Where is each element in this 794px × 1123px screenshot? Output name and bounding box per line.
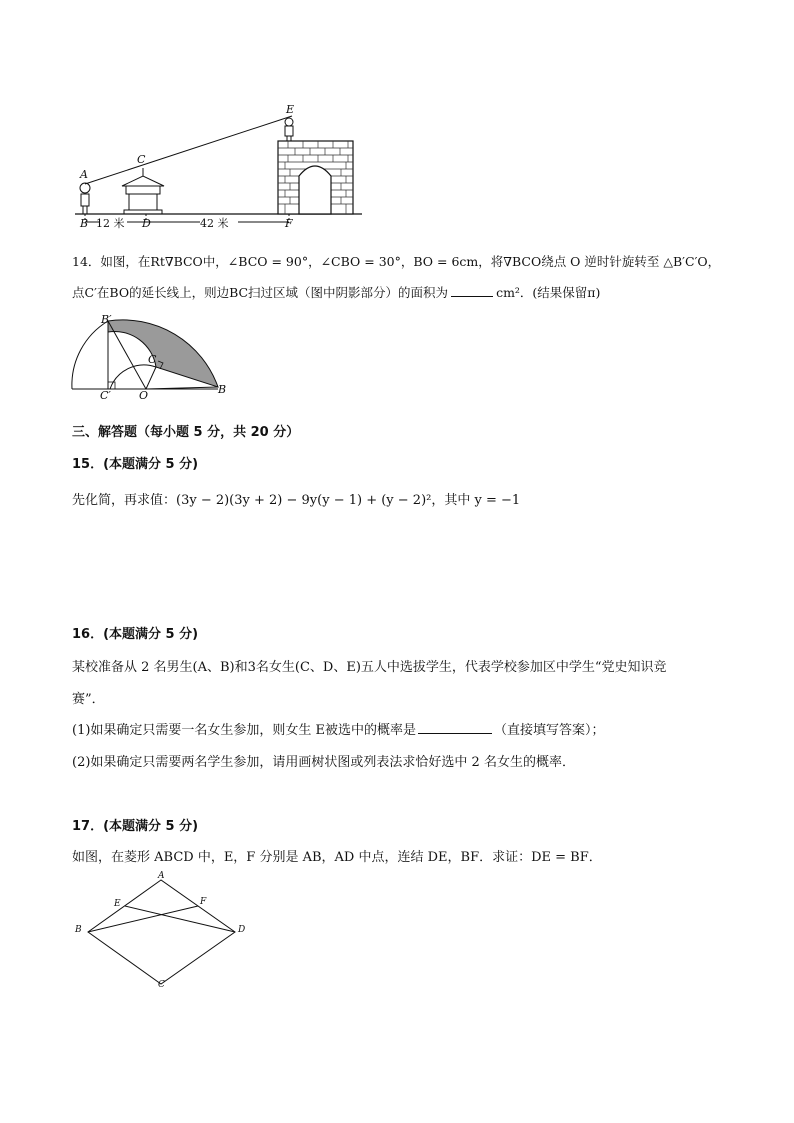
fig13-distance-12: 12 米 — [96, 217, 125, 230]
q16-part1 — [72, 719, 605, 738]
q16-part1-note: （直接填写答案）； — [494, 723, 605, 738]
fig13-label-d: D — [142, 217, 151, 230]
fig13-label-a: A — [80, 168, 88, 181]
fig13-label-f: F — [285, 217, 293, 230]
q14-answer-blank[interactable] — [451, 284, 493, 297]
fig14-label-o: O — [139, 389, 149, 402]
fig17-label-b: B — [75, 925, 82, 935]
q15-header: 15．(本题满分 5 分) — [72, 457, 199, 472]
q16-header: 16．(本题满分 5 分) — [72, 627, 199, 642]
fig14-label-b: B — [218, 383, 227, 396]
q16-line2: 赛”． — [72, 692, 105, 707]
q16-answer-blank[interactable] — [418, 721, 492, 734]
q14-line1: 14．如图，在Rt∇BCO中，∠BCO = 90°，∠CBO = 30°，BO = 6cm，将∇BCO绕点 O 逆时针旋转至 △B′C′O， — [72, 254, 721, 269]
q17-header: 17．(本题满分 5 分) — [72, 819, 199, 834]
rhombus-figure — [75, 870, 255, 995]
fig14-label-bprime: B′ — [101, 313, 112, 326]
fig17-label-c: C — [158, 980, 165, 990]
fig14-label-c: C — [148, 353, 157, 366]
fig13-label-e: E — [286, 103, 295, 116]
fig17-label-e: E — [114, 899, 121, 909]
q16-line1: 某校准备从 2 名男生(A、B)和3名女生(C、D、E)五人中选拔学生，代表学校参加区中学生“党史知识竞 — [72, 660, 667, 675]
fig13-distance-42: 42 米 — [200, 217, 229, 230]
fig13-label-c: C — [137, 153, 146, 166]
q14-line2-unit: cm²．(结果保留π) — [496, 285, 601, 300]
q16-part2: (2)如果确定只需要两名学生参加，请用画树状图或列表法求恰好选中 2 名女生的概率． — [72, 755, 575, 770]
fig17-label-a: A — [158, 871, 165, 881]
tower-shadow-figure — [70, 98, 370, 233]
q14-line2-text: 点C′在BO的延长线上，则边BC扫过区域（图中阴影部分）的面积为 — [72, 285, 449, 300]
fig14-label-cprime: C′ — [100, 389, 111, 402]
section-3-heading: 三、解答题（每小题 5 分，共 20 分） — [72, 425, 300, 440]
q15-text: 先化简，再求值：(3y − 2)(3y + 2) − 9y(y − 1) + (y − 2)²，其中 y = −1 — [72, 493, 521, 508]
q14-line2 — [72, 283, 600, 301]
fig17-label-f: F — [200, 897, 207, 907]
q16-part1-text: (1)如果确定只需要一名女生参加，则女生 E被选中的概率是 — [72, 723, 417, 738]
fig13-label-b: B — [80, 217, 89, 230]
q17-text: 如图，在菱形 ABCD 中，E，F 分别是 AB，AD 中点，连结 DE，BF．求证：DE = BF． — [72, 850, 602, 865]
fig17-label-d: D — [238, 925, 246, 935]
